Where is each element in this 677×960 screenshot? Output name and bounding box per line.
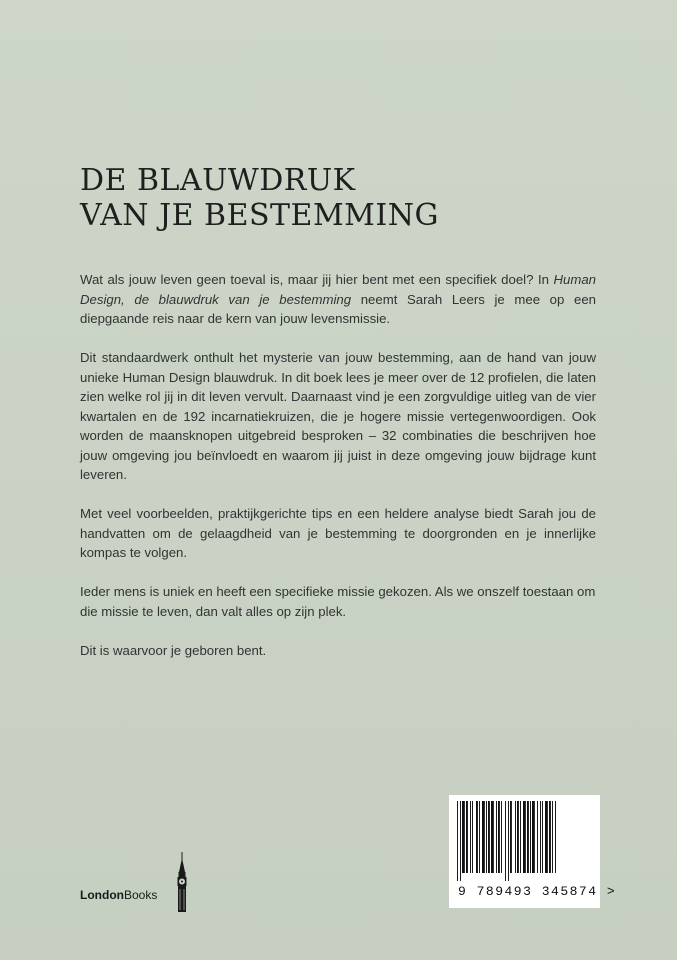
barcode-bar — [466, 801, 468, 873]
publisher-logo — [80, 888, 157, 902]
barcode-bar — [470, 801, 471, 873]
barcode-bar — [552, 801, 553, 873]
barcode-bar — [479, 801, 480, 873]
barcode-bar — [549, 801, 551, 873]
blurb-text: Wat als jouw leven geen toeval is, maar jij hier bent met een specifiek doel? In — [80, 272, 554, 287]
blurb-paragraph-2: Dit standaardwerk onthult het mysterie van jouw bestemming, aan de hand van jouw unieke Human Design blauwdruk. In dit boek lees je meer over de 12 profielen, die laten zien welke rol jij in dit leven vervult. Daarnaast vind je een zorgvuldige uitleg van de vier kwartalen en de 192 incarnatiekruizen, die je hogere missie vertegenwoordigen. Ook worden de maansknopen uitgebreid besproken – 32 combinaties die beschrijven hoe jouw omgeving jou beïnvloedt en waarom jij juist in deze omgeving jouw bijdrage kunt leveren. — [80, 350, 596, 482]
barcode-bar — [486, 801, 487, 873]
publisher-name-bold: London — [80, 888, 124, 902]
book-title — [80, 163, 439, 233]
blurb-paragraph-1 — [80, 270, 596, 329]
barcode-bar — [462, 801, 465, 873]
barcode-bar — [505, 801, 506, 881]
title-line-1: DE BLAUWDRUK — [80, 163, 356, 198]
barcode-bar — [482, 801, 485, 873]
barcode-bar — [517, 801, 519, 873]
book-title-italic: Human Design, de blauwdruk van je bestemming — [80, 272, 596, 307]
blurb — [80, 270, 596, 680]
barcode-bar — [537, 801, 538, 873]
barcode-bar — [472, 801, 473, 873]
barcode-bar — [545, 801, 548, 873]
barcode-bar — [501, 801, 502, 873]
barcode-bar — [515, 801, 516, 873]
blurb-text: neemt Sarah Leers je mee op een diepgaande reis naar de kern van jouw levensmissie. — [80, 291, 596, 326]
barcode-bar — [476, 801, 478, 873]
barcode-bar — [460, 801, 461, 881]
isbn-number: 9 789493 345874 > — [458, 884, 617, 899]
barcode-bar — [496, 801, 497, 873]
publisher-name-regular: Books — [123, 888, 158, 902]
barcode-bar — [523, 801, 526, 873]
barcode-bar — [530, 801, 531, 873]
barcode-bar — [540, 801, 541, 873]
barcode-bar — [491, 801, 494, 873]
blurb-paragraph-5: Dit is waarvoor je geboren bent. — [80, 642, 267, 658]
blurb-paragraph-4: Ieder mens is uniek en heeft een specifieke missie gekozen. Als we onszelf toestaan om die missie te leven, dan valt alles op zijn plek. — [80, 584, 596, 619]
barcode-bar — [508, 801, 509, 881]
barcode-bar — [555, 801, 556, 873]
barcode-bar — [520, 801, 521, 873]
blurb-paragraph-3: Met veel voorbeelden, praktijkgerichte tips en een heldere analyse biedt Sarah jou de handvatten om de gelaagdheid van je bestemming te doorgronden en je innerlijke kompas te volgen. — [80, 506, 596, 560]
title-line-2: VAN JE BESTEMMING — [80, 198, 439, 233]
barcode-bar — [532, 801, 535, 873]
big-ben-icon — [172, 852, 192, 912]
barcode-bar — [542, 801, 543, 873]
barcode-bar — [510, 801, 512, 873]
barcode-bar — [527, 801, 529, 873]
barcode-bar — [498, 801, 500, 873]
barcode-bar — [457, 801, 458, 881]
barcode-bar — [488, 801, 490, 873]
